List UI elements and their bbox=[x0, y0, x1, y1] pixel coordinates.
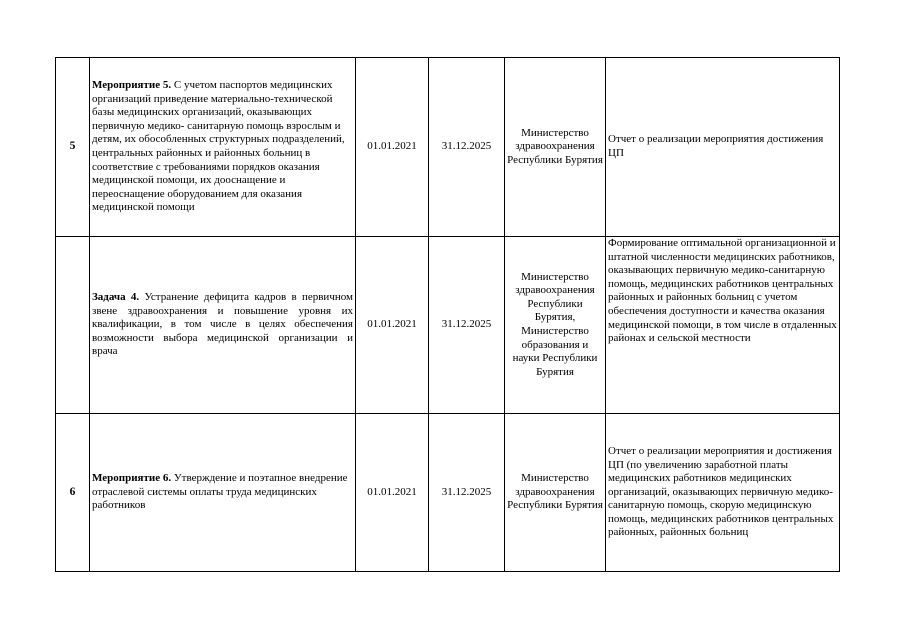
activity-text: С учетом паспортов медицинских организаций приведение материально-технической базы медицинских организаций, оказывающих первичную медико- санитарную помощь взрослым и детям, их обособленных структурных подразделений, центральных районных и районных больниц в соответствие с требованиями порядков оказания медицинской помощи, их дооснащение и переоснащение оборудованием для оказания медицинской помощи bbox=[92, 79, 345, 214]
task-text: Устранение дефицита кадров в первичном звене здравоохранения и повышение уровня их квалификации, в том числе в целях обеспечения возможности выбора медицинской организации и врача bbox=[92, 291, 353, 358]
activity-description bbox=[90, 58, 356, 237]
end-date: 31.12.2025 bbox=[429, 237, 505, 414]
start-date: 01.01.2021 bbox=[356, 237, 429, 414]
activity-text: Утверждение и поэтапное внедрение отраслевой системы оплаты труда медицинских работников bbox=[92, 472, 348, 512]
start-date: 01.01.2021 bbox=[356, 414, 429, 572]
activities-table bbox=[55, 57, 840, 572]
task-title: Задача 4. bbox=[92, 291, 140, 304]
expected-result: Отчет о реализации мероприятия и достижения ЦП (по увеличению заработной платы медицинских работников медицинских организаций, оказывающих первичную медико-санитарную помощь, скорую медицинскую помощь, медицинских работников центральных районных, районных больниц bbox=[606, 414, 840, 572]
executor: Министерство здравоохранения Республики Бурятия, Министерство образования и науки Республики Бурятия bbox=[505, 237, 606, 414]
expected-result: Формирование оптимальной организационной и штатной численности медицинских работников, оказывающих первичную медико-санитарную помощь, медицинских работников центральных районных и районных больниц с учетом обеспечения доступности и качества оказания медицинской помощи, в том числе в отдаленных районах и сельской местности bbox=[606, 237, 840, 414]
start-date: 01.01.2021 bbox=[356, 58, 429, 237]
task-description bbox=[90, 237, 356, 414]
row-number: 6 bbox=[56, 414, 90, 572]
row-number bbox=[56, 237, 90, 414]
end-date: 31.12.2025 bbox=[429, 58, 505, 237]
executor: Министерство здравоохранения Республики Бурятия bbox=[505, 58, 606, 237]
activity-title: Мероприятие 6. bbox=[92, 472, 172, 485]
expected-result: Отчет о реализации мероприятия достижения ЦП bbox=[606, 58, 840, 237]
table-row bbox=[56, 58, 840, 237]
activity-description bbox=[90, 414, 356, 572]
executor: Министерство здравоохранения Республики Бурятия bbox=[505, 414, 606, 572]
table-row bbox=[56, 414, 840, 572]
row-number: 5 bbox=[56, 58, 90, 237]
end-date: 31.12.2025 bbox=[429, 414, 505, 572]
activity-title: Мероприятие 5. bbox=[92, 79, 172, 92]
table-row bbox=[56, 237, 840, 414]
